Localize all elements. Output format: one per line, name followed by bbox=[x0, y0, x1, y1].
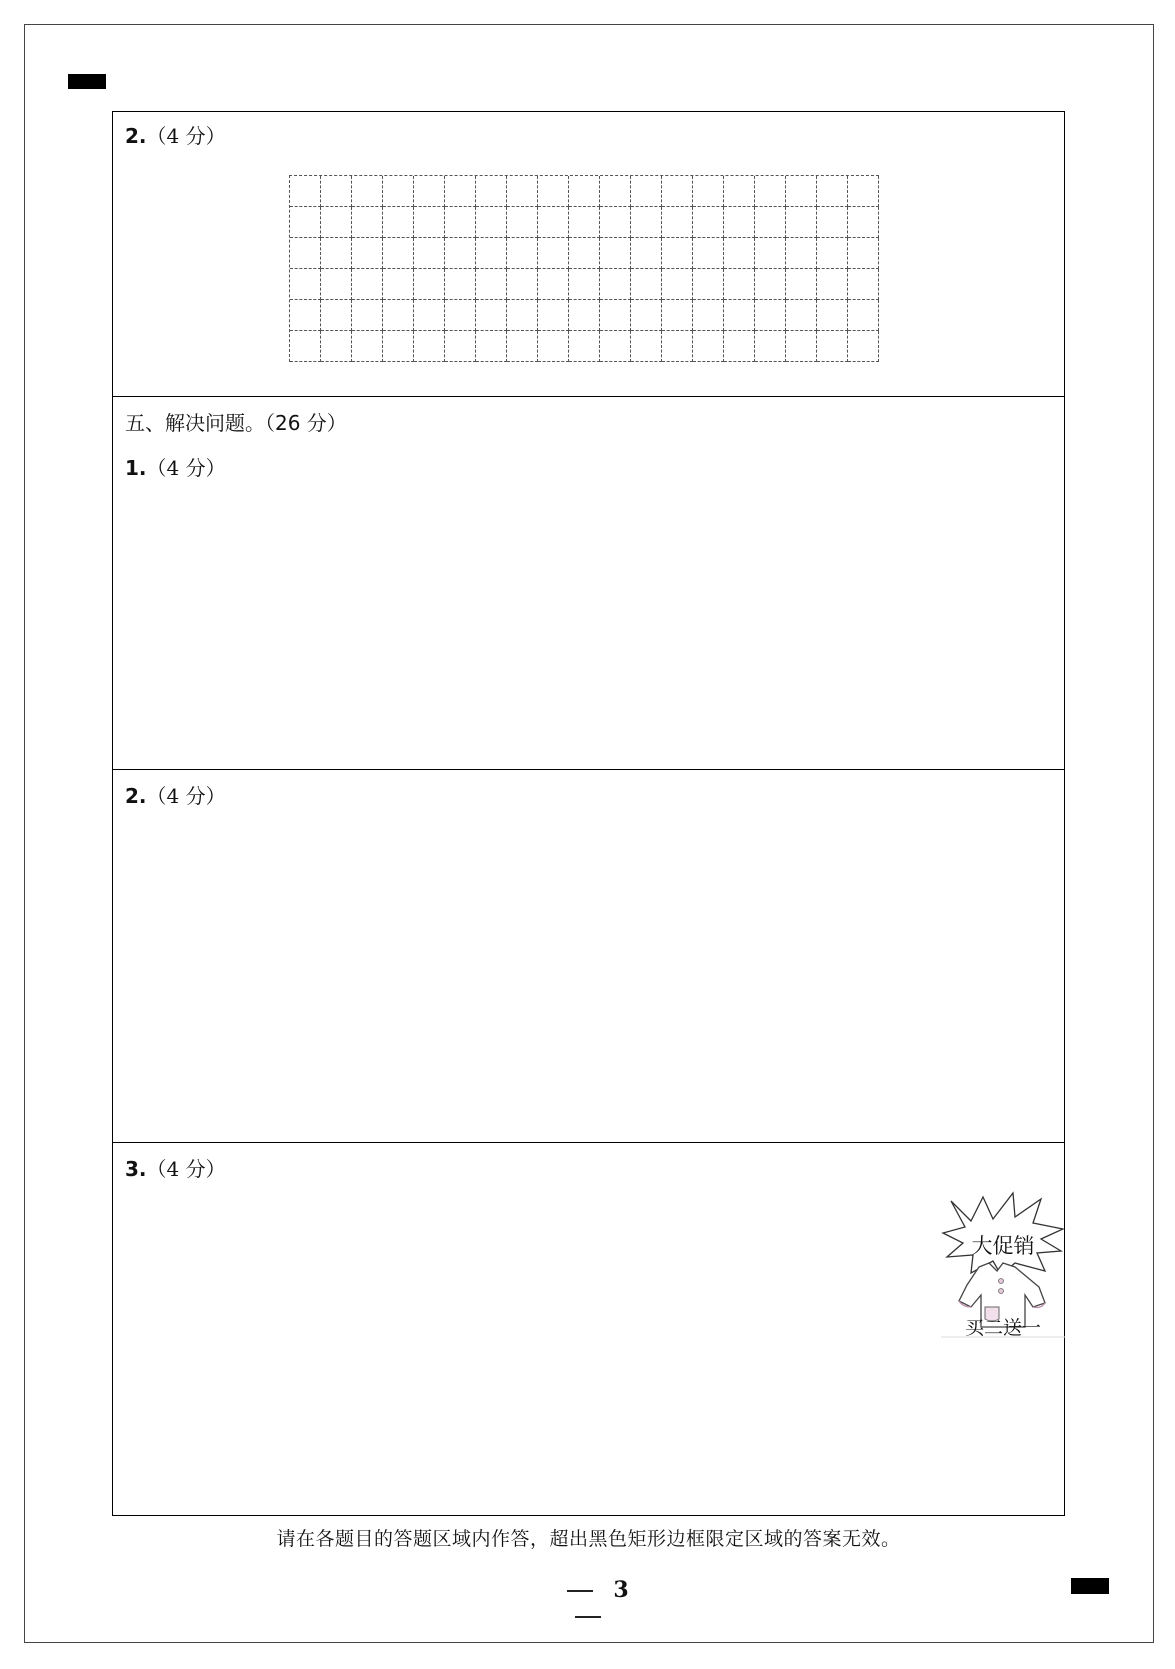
grid-cell[interactable] bbox=[321, 300, 352, 331]
promo-title: 大促销 bbox=[971, 1234, 1035, 1258]
grid-cell[interactable] bbox=[600, 269, 631, 300]
grid-row bbox=[290, 331, 879, 362]
grid-cell[interactable] bbox=[321, 269, 352, 300]
grid-cell[interactable] bbox=[662, 269, 693, 300]
grid-cell[interactable] bbox=[321, 238, 352, 269]
grid-cell[interactable] bbox=[817, 269, 848, 300]
grid-cell[interactable] bbox=[724, 207, 755, 238]
grid-cell[interactable] bbox=[724, 300, 755, 331]
grid-cell[interactable] bbox=[600, 238, 631, 269]
question-number: 1. bbox=[125, 456, 147, 480]
section-title: 五、解决问题。（26 分） bbox=[125, 411, 347, 435]
grid-cell[interactable] bbox=[817, 207, 848, 238]
grid-cell[interactable] bbox=[631, 300, 662, 331]
dash-left bbox=[567, 1590, 593, 1592]
grid-cell[interactable] bbox=[476, 269, 507, 300]
grid-cell[interactable] bbox=[786, 238, 817, 269]
grid-cell[interactable] bbox=[352, 300, 383, 331]
grid-cell[interactable] bbox=[383, 238, 414, 269]
grid-cell[interactable] bbox=[848, 300, 879, 331]
grid-cell[interactable] bbox=[662, 238, 693, 269]
grid-cell[interactable] bbox=[662, 300, 693, 331]
grid-cell[interactable] bbox=[414, 238, 445, 269]
grid-cell[interactable] bbox=[693, 331, 724, 362]
grid-cell[interactable] bbox=[569, 207, 600, 238]
grid-cell[interactable] bbox=[290, 207, 321, 238]
grid-cell[interactable] bbox=[631, 331, 662, 362]
question-number: 3. bbox=[125, 1157, 147, 1181]
grid-cell[interactable] bbox=[321, 207, 352, 238]
grid-cell[interactable] bbox=[600, 176, 631, 207]
grid-cell[interactable] bbox=[662, 176, 693, 207]
grid-cell[interactable] bbox=[817, 176, 848, 207]
grid-cell[interactable] bbox=[352, 176, 383, 207]
grid-cell[interactable] bbox=[538, 238, 569, 269]
grid-cell[interactable] bbox=[817, 238, 848, 269]
grid-cell[interactable] bbox=[507, 176, 538, 207]
grid-cell[interactable] bbox=[445, 238, 476, 269]
grid-cell[interactable] bbox=[290, 238, 321, 269]
grid-cell[interactable] bbox=[445, 300, 476, 331]
grid-row bbox=[290, 269, 879, 300]
grid-cell[interactable] bbox=[569, 176, 600, 207]
grid-cell[interactable] bbox=[507, 238, 538, 269]
grid-cell[interactable] bbox=[631, 269, 662, 300]
grid-cell[interactable] bbox=[383, 269, 414, 300]
grid-cell[interactable] bbox=[414, 331, 445, 362]
grid-cell[interactable] bbox=[476, 176, 507, 207]
grid-row bbox=[290, 176, 879, 207]
grid-cell[interactable] bbox=[631, 176, 662, 207]
grid-cell[interactable] bbox=[755, 238, 786, 269]
grid-cell[interactable] bbox=[414, 176, 445, 207]
grid-cell[interactable] bbox=[724, 269, 755, 300]
grid-cell[interactable] bbox=[290, 269, 321, 300]
grid-cell[interactable] bbox=[786, 269, 817, 300]
grid-row bbox=[290, 300, 879, 331]
question-points: （4 分） bbox=[146, 124, 226, 148]
writing-grid[interactable] bbox=[289, 175, 879, 362]
grid-cell[interactable] bbox=[569, 269, 600, 300]
grid-cell[interactable] bbox=[414, 207, 445, 238]
grid-cell[interactable] bbox=[569, 238, 600, 269]
answer-box-part-five-q2[interactable] bbox=[112, 769, 1065, 1143]
grid-cell[interactable] bbox=[786, 176, 817, 207]
grid-cell[interactable] bbox=[414, 300, 445, 331]
grid-cell[interactable] bbox=[693, 238, 724, 269]
grid-cell[interactable] bbox=[290, 176, 321, 207]
grid-cell[interactable] bbox=[383, 300, 414, 331]
question-label bbox=[125, 1153, 226, 1182]
grid-cell[interactable] bbox=[352, 269, 383, 300]
grid-cell[interactable] bbox=[755, 207, 786, 238]
grid-cell[interactable] bbox=[817, 331, 848, 362]
grid-cell[interactable] bbox=[507, 300, 538, 331]
promo-subtitle: 买二送一 bbox=[964, 1317, 1041, 1339]
grid-cell[interactable] bbox=[755, 331, 786, 362]
grid-cell[interactable] bbox=[693, 207, 724, 238]
grid-cell[interactable] bbox=[724, 176, 755, 207]
grid-cell[interactable] bbox=[476, 300, 507, 331]
grid-cell[interactable] bbox=[848, 207, 879, 238]
grid-cell[interactable] bbox=[538, 331, 569, 362]
grid-cell[interactable] bbox=[538, 207, 569, 238]
footer-instruction: 请在各题目的答题区域内作答，超出黑色矩形边框限定区域的答案无效。 bbox=[276, 1528, 901, 1550]
grid-cell[interactable] bbox=[569, 300, 600, 331]
question-label bbox=[125, 452, 226, 481]
answer-box-part-five-q3[interactable] bbox=[112, 1142, 1065, 1516]
grid-cell[interactable] bbox=[693, 176, 724, 207]
grid-cell[interactable] bbox=[538, 300, 569, 331]
grid-cell[interactable] bbox=[817, 300, 848, 331]
dash-right bbox=[575, 1616, 601, 1618]
grid-cell[interactable] bbox=[352, 331, 383, 362]
grid-cell[interactable] bbox=[600, 300, 631, 331]
grid-cell[interactable] bbox=[476, 331, 507, 362]
grid-cell[interactable] bbox=[538, 176, 569, 207]
grid-cell[interactable] bbox=[507, 331, 538, 362]
positioning-mark-top bbox=[68, 74, 106, 89]
grid-cell[interactable] bbox=[290, 331, 321, 362]
grid-cell[interactable] bbox=[848, 176, 879, 207]
grid-cell[interactable] bbox=[755, 176, 786, 207]
grid-cell[interactable] bbox=[414, 269, 445, 300]
grid-cell[interactable] bbox=[786, 207, 817, 238]
grid-cell[interactable] bbox=[755, 300, 786, 331]
grid-cell[interactable] bbox=[631, 207, 662, 238]
grid-cell[interactable] bbox=[848, 238, 879, 269]
promo-illustration bbox=[941, 1191, 1065, 1339]
grid-cell[interactable] bbox=[693, 269, 724, 300]
grid-cell[interactable] bbox=[290, 300, 321, 331]
grid-cell[interactable] bbox=[848, 269, 879, 300]
grid-cell[interactable] bbox=[507, 207, 538, 238]
grid-cell[interactable] bbox=[786, 300, 817, 331]
grid-cell[interactable] bbox=[476, 238, 507, 269]
grid-cell[interactable] bbox=[321, 176, 352, 207]
answer-box-grid-question[interactable] bbox=[112, 111, 1065, 397]
question-number: 2. bbox=[125, 124, 147, 148]
grid-cell[interactable] bbox=[445, 176, 476, 207]
grid-cell[interactable] bbox=[631, 238, 662, 269]
grid-cell[interactable] bbox=[445, 207, 476, 238]
question-points: （4 分） bbox=[146, 456, 226, 480]
grid-cell[interactable] bbox=[724, 238, 755, 269]
grid-cell[interactable] bbox=[352, 207, 383, 238]
grid-cell[interactable] bbox=[786, 331, 817, 362]
grid-cell[interactable] bbox=[569, 331, 600, 362]
grid-cell[interactable] bbox=[445, 331, 476, 362]
grid-cell[interactable] bbox=[600, 331, 631, 362]
answer-box-part-five-q1[interactable] bbox=[112, 396, 1065, 770]
grid-cell[interactable] bbox=[600, 207, 631, 238]
grid-row bbox=[290, 207, 879, 238]
grid-row bbox=[290, 238, 879, 269]
grid-cell[interactable] bbox=[383, 176, 414, 207]
page-number: 3 bbox=[613, 1577, 629, 1603]
grid-cell[interactable] bbox=[445, 269, 476, 300]
grid-cell[interactable] bbox=[507, 269, 538, 300]
question-label bbox=[125, 120, 226, 149]
grid-cell[interactable] bbox=[848, 331, 879, 362]
grid-cell[interactable] bbox=[662, 331, 693, 362]
grid-cell[interactable] bbox=[538, 269, 569, 300]
grid-cell[interactable] bbox=[321, 331, 352, 362]
grid-cell[interactable] bbox=[693, 300, 724, 331]
grid-cell[interactable] bbox=[755, 269, 786, 300]
grid-cell[interactable] bbox=[662, 207, 693, 238]
page-number-line bbox=[520, 1577, 656, 1629]
grid-cell[interactable] bbox=[352, 238, 383, 269]
question-label bbox=[125, 780, 226, 809]
grid-cell[interactable] bbox=[476, 207, 507, 238]
question-points: （4 分） bbox=[146, 784, 226, 808]
question-points: （4 分） bbox=[146, 1157, 226, 1181]
positioning-mark-bottom bbox=[1071, 1578, 1109, 1594]
grid-cell[interactable] bbox=[383, 207, 414, 238]
grid-cell[interactable] bbox=[383, 331, 414, 362]
question-number: 2. bbox=[125, 784, 147, 808]
grid-cell[interactable] bbox=[724, 331, 755, 362]
